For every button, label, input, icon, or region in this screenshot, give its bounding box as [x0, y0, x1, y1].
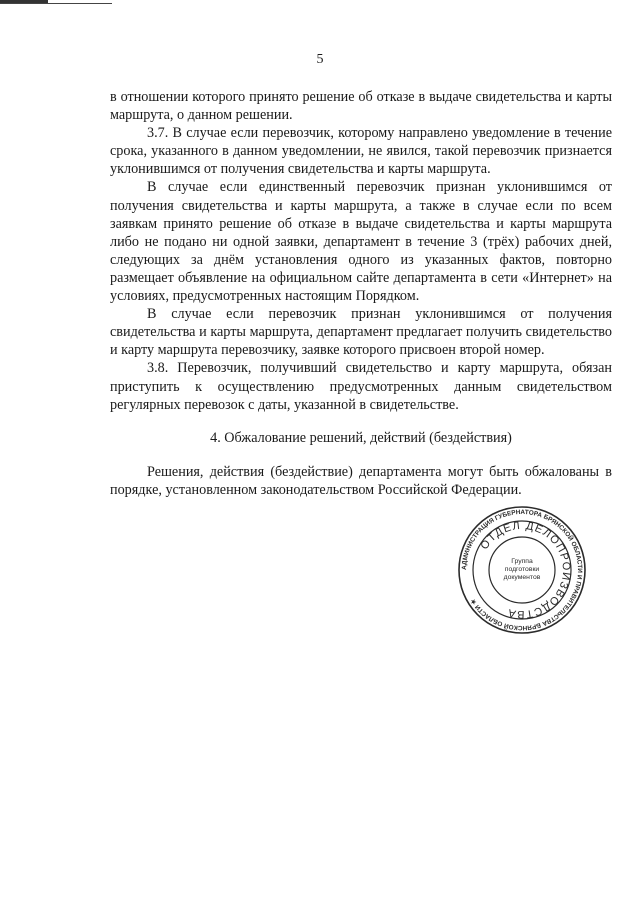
stamp-center-line-3: документов — [503, 574, 541, 581]
stamp-middle-ring-text: ОТДЕЛ ДЕЛОПРОИЗВОДСТВА — [478, 519, 573, 621]
stamp-outer-ring-text: АДМИНИСТРАЦИЯ ГУБЕРНАТОРА БРЯНСКОЙ ОБЛАСТИ И ПРАВИТЕЛЬСТВА БРЯНСКОЙ ОБЛАСТИ ★ — [460, 508, 584, 632]
scan-edge-line — [0, 3, 112, 4]
paragraph: 3.8. Перевозчик, получивший свидетельство и карту маршрута, обязан приступить к осуществлению предусмотренных данным свидетельством регулярных перевозок с даты, указанной в свидетельстве. — [110, 360, 612, 413]
paragraphs-bottom — [110, 463, 612, 499]
paragraph: Решения, действия (бездействие) департамента могут быть обжалованы в порядке, установленном законодательством Российской Федерации. — [110, 463, 612, 498]
document-body — [110, 88, 612, 499]
paragraph: 3.7. В случае если перевозчик, которому направлено уведомление в течение срока, указанного в данном уведомлении, не явился, такой перевозчик признается уклонившимся от получения свидетельства и карты маршрута. — [110, 125, 612, 178]
section-heading: 4. Обжалование решений, действий (бездействия) — [210, 429, 512, 446]
stamp-center-line-1: Группа — [511, 558, 533, 565]
paragraphs-top — [110, 88, 612, 414]
official-stamp — [457, 505, 587, 635]
page-number: 5 — [316, 52, 324, 67]
paragraph: в отношении которого принято решение об отказе в выдаче свидетельства и карты маршрута, о данном решении. — [110, 89, 612, 124]
scan-edge-mark — [0, 0, 112, 6]
stamp-center-line-2: подготовки — [504, 566, 540, 573]
paragraph: В случае если перевозчик признан уклонившимся от получения свидетельства и карты маршрута, департамент предлагает получить свидетельство и карту маршрута перевозчику, заявке которого присвоен второй номер. — [110, 306, 612, 359]
paragraph: В случае если единственный перевозчик признан уклонившимся от получения свидетельства и карты маршрута, а также в случае если по всем заявкам принято решение об отказе в выдаче свидетельства и карты маршрута либо не подано ни одной заявки, департамент в течение 3 (трёх) рабочих дней, следующих за днём установления одного из указанных фактов, повторно размещает объявление на официальном сайте департамента в сети «Интернет» на условиях, предусмотренных настоящим Порядком. — [110, 179, 612, 305]
